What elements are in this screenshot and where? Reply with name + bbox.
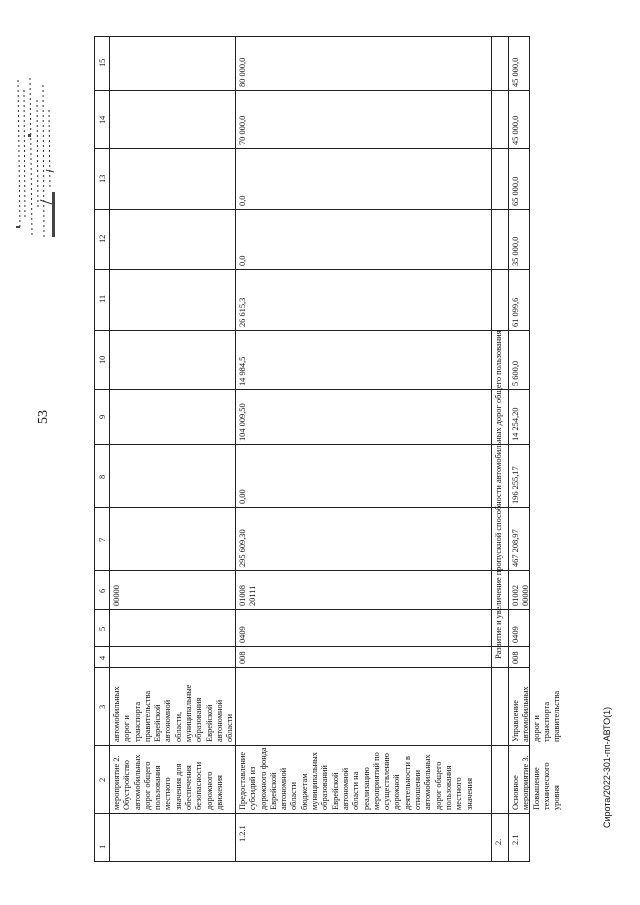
row-divider [109, 37, 110, 861]
header-col-6: 6 [98, 588, 107, 593]
col-divider [95, 330, 529, 331]
col-divider [95, 745, 529, 746]
cell-r3-col7: 467 208,97 [511, 529, 520, 567]
cell-r1-col4: 008 [238, 651, 247, 664]
header-col-9: 9 [98, 414, 107, 419]
header-col-13: 13 [98, 174, 107, 183]
cell-r1-col11: 26 615,3 [238, 297, 247, 327]
cell-r1-col7: 295 609,30 [238, 529, 247, 567]
cell-r3-col9: 14 254,20 [511, 407, 520, 441]
cell-r0-col2: мероприятие 2. Обустройство автомобильных дорог общего пользования местного значения для обеспечения безопасности дорожного движения [112, 754, 224, 810]
cell-r3-col2: Основное мероприятие 3. Повышение технического уровня [511, 755, 562, 810]
document-id: Сирота/2022-301-пп-АВТО(1) [602, 706, 612, 828]
cell-r3-col5: 0409 [511, 626, 520, 643]
cell-r1-col9: 104 009,50 [238, 403, 247, 441]
col-divider [95, 646, 529, 647]
col-divider [95, 813, 529, 814]
cell-r3-col6: 01002 00000 [511, 585, 531, 606]
cell-r1-col2: Предоставление субсидий из дорожного фонда Еврейской автономной области бюджетам муниципальных образований Еврейской автономной области на реализацию мероприятий по осуществлению дорожной деятельности в отношении автомобильных дорог общего пользования местного значения [238, 747, 474, 810]
col-divider [95, 507, 529, 508]
header-col-4: 4 [98, 655, 107, 660]
cell-r3-col13: 65 000,0 [511, 176, 520, 206]
cell-r1-col15: 80 000,0 [238, 57, 247, 87]
col-divider [95, 90, 529, 91]
cell-r3-col8: 196 255,17 [511, 466, 520, 504]
cell-r2-num: 2. [494, 838, 503, 845]
cell-r1-col6: 01008 20111 [238, 585, 258, 606]
header-col-1: 1 [98, 844, 107, 849]
header-col-10: 10 [98, 355, 107, 364]
row-divider [491, 37, 492, 861]
cell-r3-col11: 61 099,6 [511, 297, 520, 327]
cell-r3-col3: Управление автомобильных дорог и транспорта правительства [511, 686, 562, 742]
cell-r1-col14: 70 000,0 [238, 115, 247, 145]
header-col-11: 11 [98, 294, 107, 303]
cell-r0-col3: автомобильных дорог и транспорта правительства Еврейской автономной области, муниципальные образования Еврейской автономной области [112, 684, 235, 742]
header-col-3: 3 [98, 704, 107, 709]
cell-r1-col8: 0,00 [238, 489, 247, 504]
cell-r3-col12: 35 000,0 [511, 236, 520, 266]
col-divider [95, 609, 529, 610]
cell-r1-col10: 14 984,5 [238, 356, 247, 386]
col-divider [95, 389, 529, 390]
cell-r3-col4: 008 [511, 651, 520, 664]
row-divider [508, 37, 509, 861]
col-divider [95, 269, 529, 270]
budget-table [94, 36, 562, 862]
cell-r1-col12: 0,0 [238, 255, 247, 266]
header-col-7: 7 [98, 537, 107, 542]
cell-r3-col14: 45 000,0 [511, 115, 520, 145]
cell-r1-col13: 0,0 [238, 195, 247, 206]
cell-r3-col15: 45 000,0 [511, 57, 520, 87]
cell-r3-num: 2.1 [511, 834, 520, 845]
header-col-14: 14 [98, 115, 107, 124]
col-divider [95, 570, 529, 571]
col-divider [95, 667, 529, 668]
section-title: Развитие и увеличение пропускной способности автомобильных дорог общего пользования [494, 330, 503, 659]
cell-r0-col6: 00000 [112, 585, 121, 606]
header-col-8: 8 [98, 474, 107, 479]
seal-stamp [10, 70, 56, 240]
col-divider [95, 148, 529, 149]
header-col-5: 5 [98, 626, 107, 631]
page-number: 53 [36, 410, 51, 424]
col-divider [95, 444, 529, 445]
cell-r3-col10: 5 600,0 [511, 360, 520, 386]
cell-r1-col5: 0409 [238, 626, 247, 643]
header-col-2: 2 [98, 777, 107, 782]
header-col-15: 15 [98, 58, 107, 67]
header-col-12: 12 [98, 234, 107, 243]
cell-r1-num: 1.2.1 [238, 825, 247, 842]
col-divider [95, 209, 529, 210]
